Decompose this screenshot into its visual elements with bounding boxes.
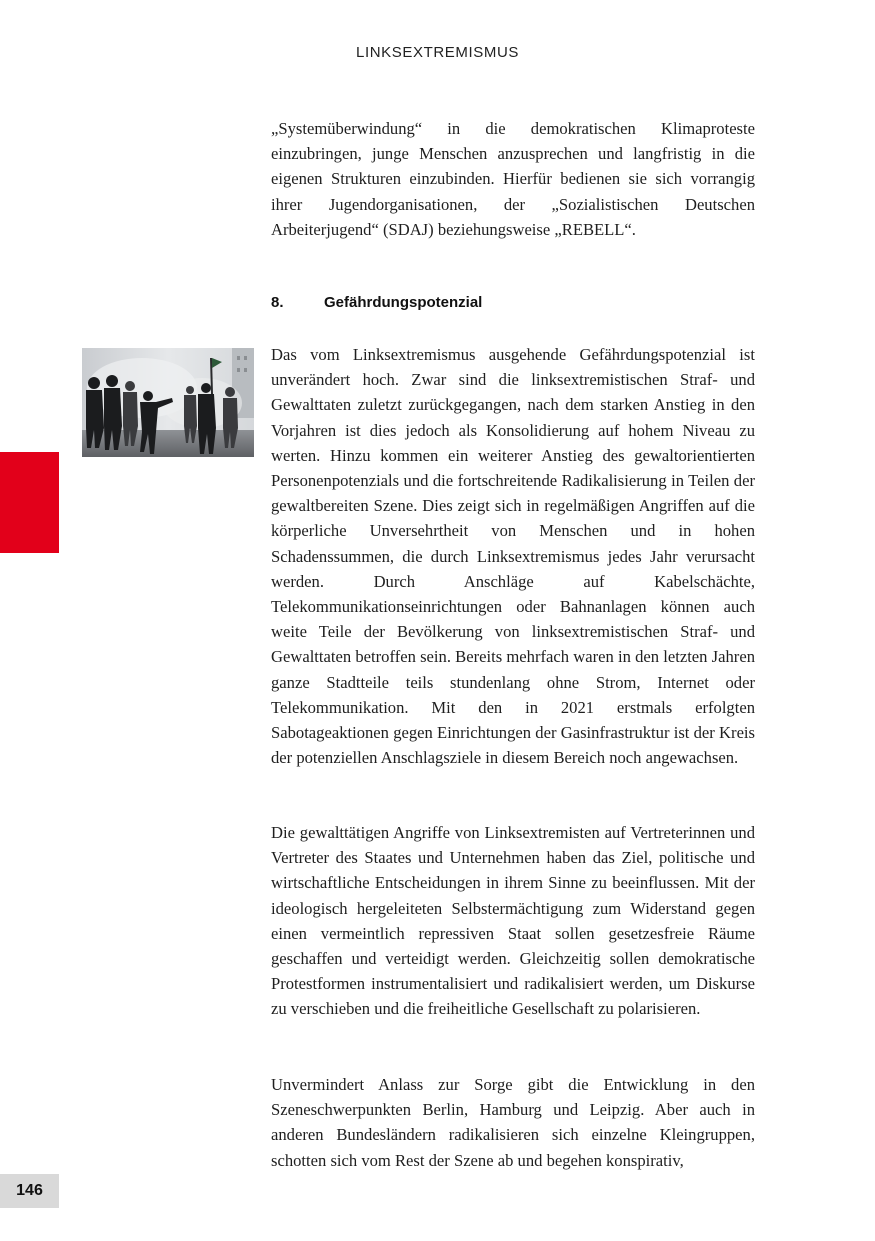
body-paragraph: Die gewalttätigen Angriffe von Linksextremisten auf Vertreterinnen und Vertreter des Staates und Unternehmen haben das Ziel, politische und wirtschaftliche Entscheidungen in ihrem Sinne zu beeinflussen. Mit der ideologisch hergeleiteten Selbstermächtigung zum Widerstand gegen einen vermeintlich repressiven Staat sollen gesetzesfreie Räume geschaffen und verteidigt werden. Gleichzeitig sollen demokratische Protestformen instrumentalisiert und radikalisiert werden, um Diskurse zu verschieben und die freiheitliche Gesellschaft zu polarisieren. [271,823,755,1019]
page-number: 146 [16,1182,43,1199]
intro-paragraph-block [271,116,755,242]
body-paragraph: Unvermindert Anlass zur Sorge gibt die Entwicklung in den Szeneschwerpunkten Berlin, Hamburg und Leipzig. Aber auch in anderen Bundesländern radikalisieren sich einzelne Kleingruppen, schotten sich vom Rest der Szene ab und begehen konspirativ, [271,1075,755,1170]
intro-paragraph: „Systemüberwindung“ in die demokratischen Klimaproteste einzubringen, junge Menschen anzusprechen und langfristig in die eigenen Strukturen einzubinden. Hierfür bedienen sie sich vorrangig ihrer Jugendorganisationen, der „Sozialistischen Deutschen Arbeiterjugend“ (SDAJ) beziehungsweise „REBELL“. [271,119,755,239]
section-number: 8. [271,294,284,311]
chapter-color-tab [0,452,59,553]
page-number-box [0,1174,59,1208]
running-header: LINKSEXTREMISMUS [356,44,519,61]
body-paragraph-3-block [271,1072,755,1173]
section-heading [271,294,482,311]
body-paragraph: Das vom Linksextremismus ausgehende Gefährdungspotenzial ist unverändert hoch. Zwar sind die linksextremistischen Straf- und Gewalttaten zuletzt zurückgegangen, nach dem starken Anstieg in den Vorjahren ist dies jedoch als Konsolidierung auf hohem Niveau zu werten. Hinzu kommen ein weiterer Anstieg des gewaltorientierten Personenpotenzials und die fortschreitende Radikalisierung in Teilen der gewaltbereiten Szene. Dies zeigt sich in regelmäßigen Angriffen auf die körperliche Unversehrtheit von Menschen und in hohen Schadenssummen, die durch Linksextremismus jedes Jahr verursacht werden. Durch Anschläge auf Kabelschächte, Telekommunikationseinrichtungen oder Bahnanlagen können auch weite Teile der Bevölkerung von linksextremistischen Straf- und Gewalttaten betroffen sein. Bereits mehrfach waren in den letzten Jahren ganze Stadtteile teils stundenlang ohne Strom, Internet oder Telekommunikation. Mit den in 2021 erstmals erfolgten Sabotageaktionen gegen Einrichtungen der Gasinfrastruktur ist der Kreis der potenziellen Anschlagsziele in diesem Bereich noch angewachsen. [271,345,755,768]
protest-photo [82,348,254,457]
section-title: Gefährdungspotenzial [324,294,483,311]
body-paragraph-1-block [271,342,755,770]
body-paragraph-2-block [271,820,755,1022]
